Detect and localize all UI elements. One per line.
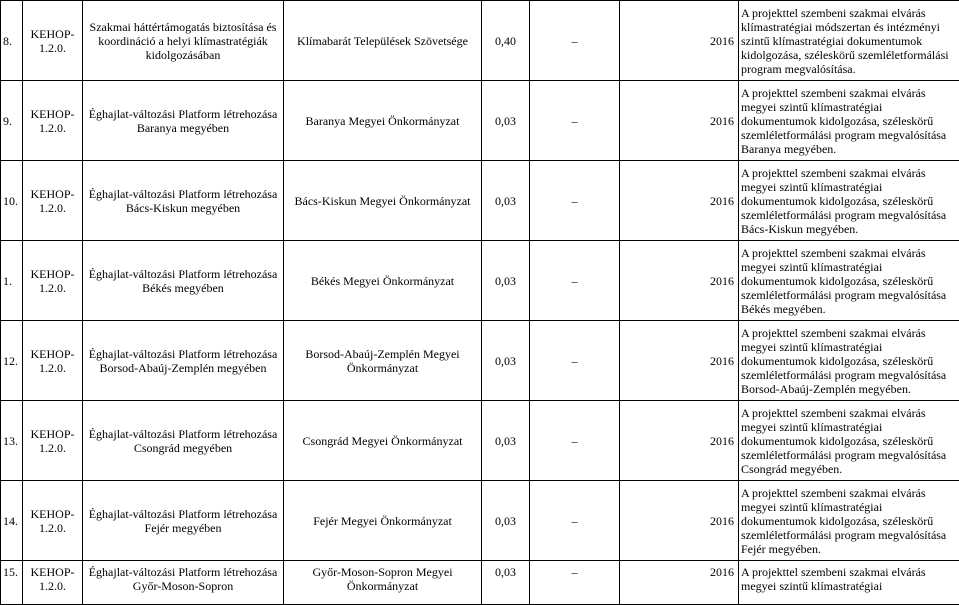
requirement-text-label: A projekttel szembeni szakmai elvárás megyei szintű klímastratégiai dokumentumok kidolgozása, széleskörű szemléletformálási program megvalósítása Borsod-Abaúj-Zemplén megyében. [741,326,946,396]
row-number [1,161,23,241]
table-row [1,401,959,481]
amount-value [482,321,530,401]
beneficiary-name-label: Békés Megyei Önkormányzat [311,274,454,288]
beneficiary-name-label: Bács-Kiskun Megyei Önkormányzat [295,194,471,208]
project-title [83,321,284,401]
program-code-label: KEHOP-1.2.0. [31,27,75,55]
beneficiary-name [284,161,482,241]
requirement-text [739,321,959,401]
program-code [23,321,83,401]
amount-value [482,561,530,605]
project-title [83,81,284,161]
project-title-label: Éghajlat-változási Platform létrehozása Fejér megyében [89,507,278,535]
table-row [1,321,959,401]
requirement-text-label: A projekttel szembeni szakmai elvárás megyei szintű klímastratégiai dokumentumok kidolgozása, széleskörű szemléletformálási program megvalósítása Baranya megyében. [741,86,946,156]
beneficiary-name [284,401,482,481]
program-code-label: KEHOP-1.2.0. [31,347,75,375]
dash-separator-label: – [572,114,578,128]
year-value-label: 2016 [710,514,734,528]
requirement-text [739,1,959,81]
amount-value [482,401,530,481]
row-number-label: 13. [3,434,18,448]
amount-value [482,161,530,241]
year-value-label: 2016 [710,34,734,48]
row-number [1,1,23,81]
project-title-label: Éghajlat-változási Platform létrehozása Csongrád megyében [89,427,278,455]
program-code [23,1,83,81]
requirement-text [739,401,959,481]
row-number [1,481,23,561]
beneficiary-name [284,241,482,321]
project-title [83,401,284,481]
amount-value [482,241,530,321]
project-title-label: Éghajlat-változási Platform létrehozása Békés megyében [89,267,278,295]
requirement-text-label: A projekttel szembeni szakmai elvárás megyei szintű klímastratégiai dokumentumok kidolgozása, széleskörű szemléletformálási program megvalósítása Csongrád megyében. [741,406,946,476]
table-row [1,561,959,605]
requirement-text [739,481,959,561]
row-number-label: 15. [3,565,18,579]
table-row [1,81,959,161]
amount-value-label: 0,03 [495,354,516,368]
year-value-label: 2016 [710,114,734,128]
project-title [83,241,284,321]
amount-value-label: 0,03 [495,565,516,579]
beneficiary-name [284,561,482,605]
program-code-label: KEHOP-1.2.0. [31,427,75,455]
beneficiary-name-label: Klímabarát Települések Szövetsége [297,34,468,48]
year-value-label: 2016 [710,274,734,288]
year-value [620,161,739,241]
year-value [620,1,739,81]
dash-separator-label: – [572,194,578,208]
table-row [1,481,959,561]
project-title-label: Szakmai háttértámogatás biztosítása és koordináció a helyi klímastratégiák kidolgozásában [90,20,277,62]
row-number [1,561,23,605]
requirement-text [739,161,959,241]
dash-separator [530,561,620,605]
dash-separator [530,481,620,561]
project-title-label: Éghajlat-változási Platform létrehozása Borsod-Abaúj-Zemplén megyében [89,347,278,375]
row-number [1,241,23,321]
year-value-label: 2016 [710,194,734,208]
requirement-text [739,561,959,605]
table-row [1,241,959,321]
project-title-label: Éghajlat-változási Platform létrehozása Baranya megyében [89,107,278,135]
program-code-label: KEHOP-1.2.0. [31,187,75,215]
year-value [620,561,739,605]
beneficiary-name-label: Csongrád Megyei Önkormányzat [303,434,463,448]
project-title [83,161,284,241]
year-value [620,81,739,161]
amount-value-label: 0,40 [495,34,516,48]
row-number-label: 1. [3,274,12,288]
table-row [1,1,959,81]
program-code-label: KEHOP-1.2.0. [31,565,75,593]
program-code [23,241,83,321]
year-value-label: 2016 [710,565,734,579]
amount-value-label: 0,03 [495,434,516,448]
year-value-label: 2016 [710,434,734,448]
requirement-text-label: A projekttel szembeni szakmai elvárás megyei szintű klímastratégiai [741,565,926,593]
dash-separator-label: – [572,434,578,448]
dash-separator-label: – [572,565,578,579]
dash-separator [530,321,620,401]
row-number [1,401,23,481]
requirement-text-label: A projekttel szembeni szakmai elvárás megyei szintű klímastratégiai dokumentumok kidolgozása, széleskörű szemléletformálási program megvalósítása Bács-Kiskun megyében. [741,166,946,236]
year-value [620,241,739,321]
row-number [1,81,23,161]
program-code-label: KEHOP-1.2.0. [31,267,75,295]
row-number-label: 8. [3,34,12,48]
beneficiary-name [284,321,482,401]
amount-value [482,81,530,161]
amount-value-label: 0,03 [495,194,516,208]
program-code [23,161,83,241]
dash-separator [530,241,620,321]
dash-separator-label: – [572,34,578,48]
project-title-label: Éghajlat-változási Platform létrehozása Győr-Moson-Sopron [89,565,278,593]
table-body [1,1,959,605]
requirement-text [739,241,959,321]
beneficiary-name [284,81,482,161]
program-code [23,401,83,481]
dash-separator [530,81,620,161]
year-value [620,481,739,561]
beneficiary-name-label: Borsod-Abaúj-Zemplén Megyei Önkormányzat [305,347,459,375]
dash-separator-label: – [572,354,578,368]
program-code [23,481,83,561]
beneficiary-name-label: Baranya Megyei Önkormányzat [306,114,460,128]
requirement-text-label: A projekttel szembeni szakmai elvárás klímastratégiai módszertan és intézményi szintű klímastratégiai dokumentumok kidolgozása, széleskörű szemléletformálási program megvalósítása. [741,6,949,76]
dash-separator-label: – [572,274,578,288]
row-number [1,321,23,401]
dash-separator [530,1,620,81]
program-code-label: KEHOP-1.2.0. [31,107,75,135]
requirement-text-label: A projekttel szembeni szakmai elvárás megyei szintű klímastratégiai dokumentumok kidolgozása, széleskörű szemléletformálási program megvalósítása Békés megyében. [741,246,946,316]
year-value-label: 2016 [710,354,734,368]
dash-separator [530,161,620,241]
table-row [1,161,959,241]
project-title [83,561,284,605]
project-title [83,1,284,81]
program-code [23,561,83,605]
amount-value [482,1,530,81]
project-title [83,481,284,561]
beneficiary-name [284,1,482,81]
requirement-text-label: A projekttel szembeni szakmai elvárás megyei szintű klímastratégiai dokumentumok kidolgozása, széleskörű szemléletformálási program megvalósítása Fejér megyében. [741,486,946,556]
dash-separator [530,401,620,481]
beneficiary-name-label: Fejér Megyei Önkormányzat [313,514,452,528]
amount-value [482,481,530,561]
year-value [620,321,739,401]
amount-value-label: 0,03 [495,114,516,128]
beneficiary-name [284,481,482,561]
dash-separator-label: – [572,514,578,528]
row-number-label: 12. [3,354,18,368]
row-number-label: 14. [3,514,18,528]
year-value [620,401,739,481]
row-number-label: 10. [3,194,18,208]
program-code [23,81,83,161]
amount-value-label: 0,03 [495,274,516,288]
amount-value-label: 0,03 [495,514,516,528]
requirement-text [739,81,959,161]
row-number-label: 9. [3,114,12,128]
program-code-label: KEHOP-1.2.0. [31,507,75,535]
beneficiary-name-label: Győr-Moson-Sopron Megyei Önkormányzat [312,565,452,593]
project-title-label: Éghajlat-változási Platform létrehozása Bács-Kiskun megyében [89,187,278,215]
